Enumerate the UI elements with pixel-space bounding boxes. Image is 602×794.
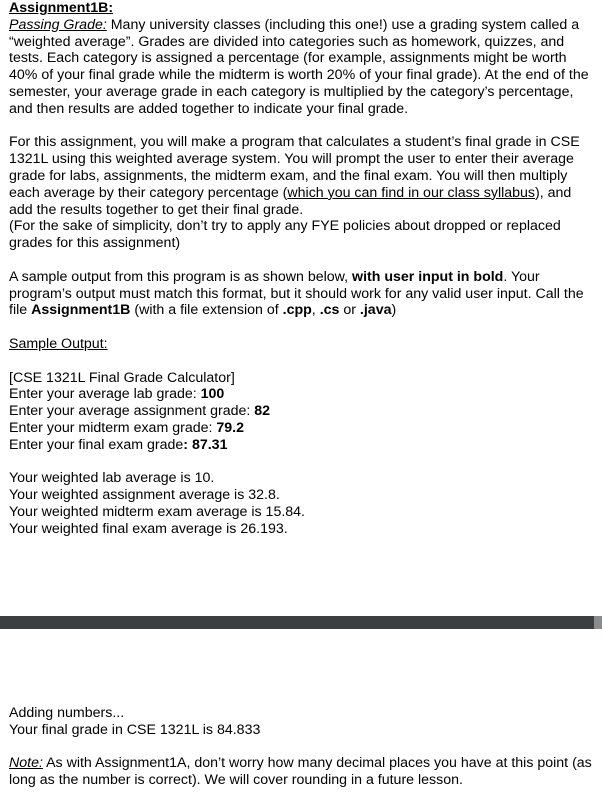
user-input: 82 xyxy=(254,403,271,420)
final-grade-line: Your final grade in CSE 1321L is 84.833 xyxy=(9,721,261,738)
spacer xyxy=(9,353,594,370)
user-input: 100 xyxy=(200,386,225,403)
prompt-text: Enter your average lab grade: xyxy=(9,386,201,403)
extension-cpp: .cpp xyxy=(282,302,312,319)
spacer xyxy=(9,454,594,471)
spacer xyxy=(9,118,594,135)
assignment-heading: Assignment1B: xyxy=(9,0,114,16)
sample-intro-text: . Your program’s output must match this format, but it should work for any valid user input. Call the file xyxy=(9,268,584,319)
bold-input-phrase: with user input in bold xyxy=(352,268,504,285)
syllabus-link[interactable]: which you can find in our class syllabus xyxy=(287,184,536,201)
assignment-text-end: ), and add the results together to get their final grade. xyxy=(9,184,572,218)
sample-prompt-line xyxy=(9,420,594,437)
sample-prompt-line xyxy=(9,403,594,420)
note-text: As with Assignment1A, don’t worry how many decimal places you have at this point (as long as the number is correct). We will cover rounding in a future lesson. xyxy=(9,755,592,789)
extension-cs: .cs xyxy=(319,302,340,319)
simplicity-note: (For the sake of simplicity, don’t try to apply any FYE policies about dropped or replaced grades for this assignment) xyxy=(9,218,561,252)
sample-output-label: Sample Output: xyxy=(9,335,108,352)
passing-grade-text: Many university classes (including this one!) use a grading system called a “weighted average”. Grades are divided into categories such as homework, quizzes, and tests. Each category is assigned a percentage (for example, assignments might be worth 40% of your final grade while the midterm is worth 20% of your final grade). At the end of the semester, your average grade in each category is multiplied by the category’s percentage, and then results are added together to indicate your final grade. xyxy=(9,16,589,117)
separator: or xyxy=(339,302,360,319)
separator: , xyxy=(311,302,320,319)
prompt-text: Enter your final exam grade xyxy=(9,436,184,453)
sample-prompt-line xyxy=(9,386,594,403)
sample-intro-text: ) xyxy=(391,302,397,319)
document-page-upper xyxy=(9,0,594,538)
note-label: Note: xyxy=(9,755,43,772)
result-line: Your weighted final exam average is 26.193. xyxy=(9,520,288,537)
sample-intro-text: A sample output from this program is as shown below, xyxy=(9,268,353,285)
note-paragraph xyxy=(9,755,594,789)
extension-java: .java xyxy=(359,302,392,319)
sample-output-title: [CSE 1321L Final Grade Calculator] xyxy=(9,369,235,386)
result-line: Your weighted assignment average is 32.8. xyxy=(9,487,280,504)
passing-grade-paragraph xyxy=(9,17,594,118)
assignment-paragraph xyxy=(9,134,594,218)
assignment-text-start: For this assignment, you will make a program that calculates a student’s final grade in CSE 1321L using this weighted average system. You will prompt the user to enter their average grade for labs, assignments, the midterm exam, and the final exam. You will then multiply each average by their category percentage ( xyxy=(9,134,580,201)
result-line: Your weighted midterm exam average is 15.84. xyxy=(9,503,305,520)
spacer xyxy=(9,252,594,269)
result-line: Your weighted lab average is 10. xyxy=(9,470,215,487)
user-input: 79.2 xyxy=(216,419,244,436)
filename: Assignment1B xyxy=(31,302,131,319)
sample-prompt-line xyxy=(9,437,594,454)
prompt-text: Enter your midterm exam grade: xyxy=(9,419,217,436)
spacer xyxy=(9,319,594,336)
prompt-text: Enter your average assignment grade: xyxy=(9,403,255,420)
passing-grade-label: Passing Grade: xyxy=(9,16,107,33)
sample-intro-paragraph xyxy=(9,269,594,319)
document-page-lower xyxy=(9,705,594,789)
adding-numbers-line: Adding numbers... xyxy=(9,705,125,721)
spacer xyxy=(9,739,594,756)
sample-intro-text: (with a file extension of xyxy=(130,302,283,319)
page-break-bar xyxy=(0,616,602,629)
user-input: : 87.31 xyxy=(183,436,228,453)
